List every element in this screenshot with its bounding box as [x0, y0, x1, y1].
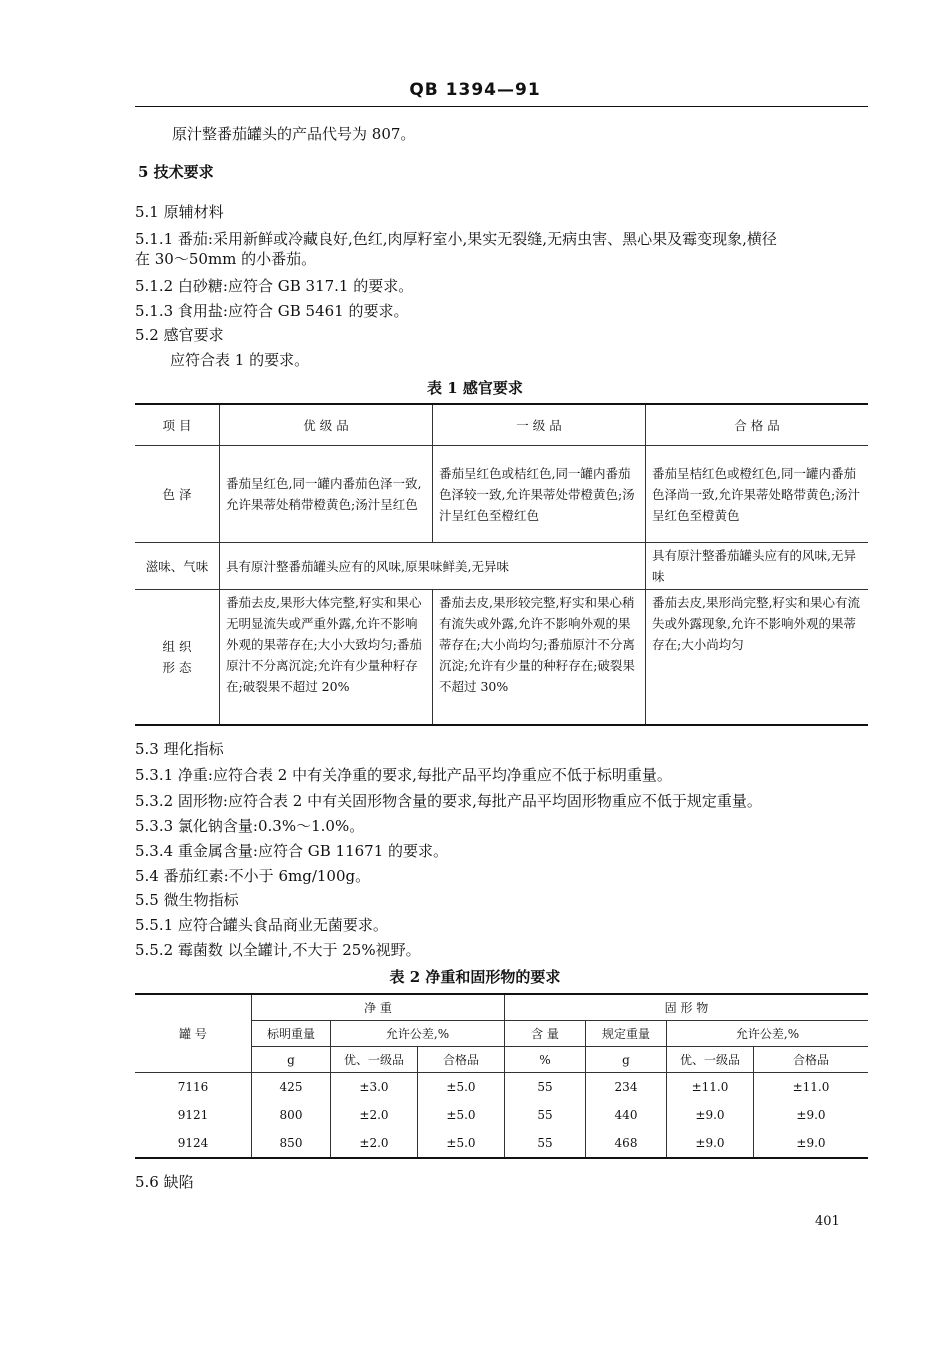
grade-header: 合格品 — [754, 1047, 869, 1073]
section-5-3-3: 5.3.3 氯化钠含量:0.3%～1.0%。 — [135, 817, 365, 835]
unit-cell: g — [586, 1047, 667, 1073]
table-cell: 850 — [252, 1129, 331, 1158]
standard-code-header: QB 1394—91 — [409, 80, 541, 100]
table-cell: 番茄去皮,果形尚完整,籽实和果心有流失或外露现象,允许不影响外观的果蒂存在;大小尚均匀 — [646, 590, 869, 726]
table-cell: ±3.0 — [331, 1073, 418, 1102]
table-cell: 468 — [586, 1129, 667, 1158]
unit-cell: % — [505, 1047, 586, 1073]
table-1-caption: 表 1 感官要求 — [427, 379, 523, 397]
grade-header: 优、一级品 — [331, 1047, 418, 1073]
table-cell: ±11.0 — [667, 1073, 754, 1102]
table-row — [135, 590, 868, 726]
section-5-1-title: 5.1 原辅材料 — [135, 203, 224, 221]
table-cell: 425 — [252, 1073, 331, 1102]
table-cell: 番茄呈桔红色或橙红色,同一罐内番茄色泽尚一致,允许果蒂处略带黄色;汤汁呈红色至橙黄色 — [646, 446, 869, 543]
section-5-6: 5.6 缺陷 — [135, 1173, 194, 1191]
table-cell: 番茄呈红色或桔红色,同一罐内番茄色泽较一致,允许果蒂处带橙黄色;汤汁呈红色至橙红色 — [433, 446, 646, 543]
table-cell: ±2.0 — [331, 1129, 418, 1158]
section-5-3-4: 5.3.4 重金属含量:应符合 GB 11671 的要求。 — [135, 842, 449, 860]
table-cell: ±5.0 — [418, 1129, 505, 1158]
table-row — [135, 446, 868, 543]
table-cell: 55 — [505, 1073, 586, 1102]
table-cell: 具有原汁整番茄罐头应有的风味,无异味 — [646, 543, 869, 590]
section-5-5-1: 5.5.1 应符合罐头食品商业无菌要求。 — [135, 916, 388, 934]
section-5-1-2: 5.1.2 白砂糖:应符合 GB 317.1 的要求。 — [135, 277, 414, 295]
row-label: 滋味、气味 — [135, 543, 220, 590]
net-weight-solids-table — [135, 993, 868, 1159]
row-label: 色 泽 — [135, 446, 220, 543]
table-cell: 55 — [505, 1129, 586, 1158]
section-5-2-text: 应符合表 1 的要求。 — [170, 351, 310, 369]
table-header-cell: 项 目 — [135, 404, 220, 446]
table-cell: 具有原汁整番茄罐头应有的风味,原果味鲜美,无异味 — [220, 543, 646, 590]
table-row — [135, 1129, 868, 1158]
table-cell: ±9.0 — [796, 1108, 826, 1122]
tolerance-header: 允许公差,% — [667, 1021, 869, 1047]
table-cell: 番茄去皮,果形较完整,籽实和果心稍有流失或外露,允许不影响外观的果蒂存在;大小尚均匀;番茄原汁不分离沉淀;允许有少量的种籽存在;破裂果不超过 30% — [433, 590, 646, 726]
table-cell: ±5.0 — [418, 1101, 505, 1129]
solids-header: 固 形 物 — [505, 994, 869, 1021]
table-header-row — [135, 404, 868, 446]
header-rule — [135, 106, 868, 107]
table-cell: 440 — [586, 1101, 667, 1129]
table-cell: 7116 — [135, 1073, 252, 1102]
table-cell: ±11.0 — [792, 1080, 830, 1094]
section-5-title: 5 技术要求 — [138, 163, 214, 181]
section-5-3-2: 5.3.2 固形物:应符合表 2 中有关固形物含量的要求,每批产品平均固形物重应不低于规定重量。 — [135, 792, 762, 810]
section-5-5-title: 5.5 微生物指标 — [135, 891, 239, 909]
section-5-3-1: 5.3.1 净重:应符合表 2 中有关净重的要求,每批产品平均净重应不低于标明重量。 — [135, 766, 672, 784]
table-cell: 9124 — [135, 1129, 252, 1158]
unit-cell: g — [252, 1047, 331, 1073]
net-weight-header: 净 重 — [252, 994, 505, 1021]
table-cell: ±9.0 — [667, 1129, 754, 1158]
section-5-4: 5.4 番茄红素:不小于 6mg/100g。 — [135, 867, 371, 885]
grade-header: 优、一级品 — [667, 1047, 754, 1073]
table-cell: 800 — [252, 1101, 331, 1129]
table-header-cell: 一 级 品 — [433, 404, 646, 446]
table-cell: 55 — [505, 1101, 586, 1129]
table-cell: ±9.0 — [754, 1129, 869, 1158]
section-5-1-3: 5.1.3 食用盐:应符合 GB 5461 的要求。 — [135, 302, 409, 320]
grade-header: 合格品 — [418, 1047, 505, 1073]
table-cell: ±2.0 — [331, 1101, 418, 1129]
section-5-2-title: 5.2 感官要求 — [135, 326, 224, 344]
table-cell: ±9.0 — [667, 1101, 754, 1129]
sensory-requirements-table — [135, 403, 868, 726]
table-cell: 234 — [586, 1073, 667, 1102]
row-label: 组 织 形 态 — [135, 590, 220, 726]
intro-line: 原汁整番茄罐头的产品代号为 807。 — [172, 125, 416, 143]
table-row — [135, 1073, 868, 1102]
tolerance-header: 允许公差,% — [331, 1021, 505, 1047]
table-row — [135, 543, 868, 590]
table-row — [135, 1101, 868, 1129]
table-cell: 9121 — [135, 1101, 252, 1129]
section-5-3-title: 5.3 理化指标 — [135, 740, 224, 758]
specified-weight-header: 规定重量 — [586, 1021, 667, 1047]
content-header: 含 量 — [505, 1021, 586, 1047]
table-cell: 番茄呈红色,同一罐内番茄色泽一致,允许果蒂处稍带橙黄色;汤汁呈红色 — [220, 446, 433, 543]
section-5-1-1-line1: 5.1.1 番茄:采用新鲜或冷藏良好,色红,肉厚籽室小,果实无裂缝,无病虫害、黑心果及霉变现象,横径 — [135, 230, 777, 248]
section-5-1-1-line2: 在 30～50mm 的小番茄。 — [135, 250, 317, 268]
table-cell: 番茄去皮,果形大体完整,籽实和果心无明显流失或严重外露,允许不影响外观的果蒂存在;大小大致均匀;番茄原汁不分离沉淀;允许有少量种籽存在;破裂果不超过 20% — [220, 590, 433, 726]
page-number: 401 — [815, 1214, 840, 1229]
can-number-header: 罐 号 — [135, 994, 252, 1073]
table-cell: ±5.0 — [418, 1073, 505, 1102]
table-header-cell: 合 格 品 — [646, 404, 869, 446]
table-2-caption: 表 2 净重和固形物的要求 — [389, 968, 561, 986]
labeled-weight-header: 标明重量 — [252, 1021, 331, 1047]
section-5-5-2: 5.5.2 霉菌数 以全罐计,不大于 25%视野。 — [135, 941, 421, 959]
table-header-row — [135, 994, 868, 1021]
table-header-cell: 优 级 品 — [220, 404, 433, 446]
